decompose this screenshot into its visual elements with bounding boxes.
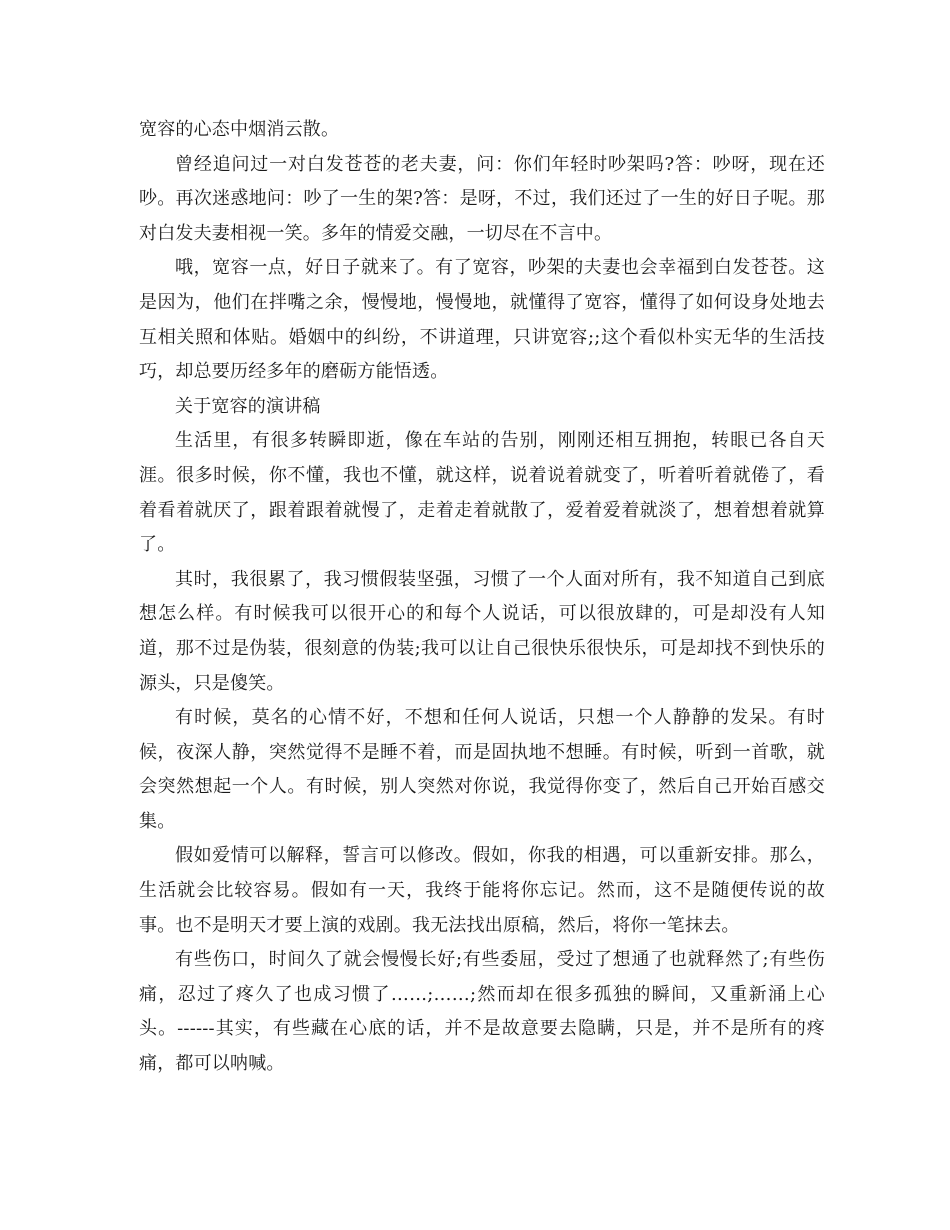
paragraph-9: 有些伤口，时间久了就会慢慢长好;有些委屈，受过了想通了也就释然了;有些伤痛，忍过了疼久了也成习惯了……;……;然而却在很多孤独的瞬间，又重新涌上心头。------其实，有些藏在心底的话，并不是故意要去隐瞒，只是，并不是所有的疼痛，都可以呐喊。 (139, 949, 825, 1075)
paragraph-2: 曾经追问过一对白发苍苍的老夫妻，问：你们年轻时吵架吗?答：吵呀，现在还吵。再次迷惑地问：吵了一生的架?答：是呀，不过，我们还过了一生的好日子呢。那对白发夫妻相视一笑。多年的情爱交融，一切尽在不言中。 (139, 153, 825, 244)
paragraph-1: 宽容的心态中烟消云散。 (139, 119, 340, 140)
paragraph-6: 其时，我很累了，我习惯假装坚强，习惯了一个人面对所有，我不知道自己到底想怎么样。有时候我可以很开心的和每个人说话，可以很放肆的，可是却没有人知道，那不过是伪装，很刻意的伪装;我可以让自己很快乐很快乐，可是却找不到快乐的源头，只是傻笑。 (139, 568, 825, 694)
paragraph-3: 哦，宽容一点，好日子就来了。有了宽容，吵架的夫妻也会幸福到白发苍苍。这是因为，他们在拌嘴之余，慢慢地，慢慢地，就懂得了宽容，懂得了如何设身处地去互相关照和体贴。婚姻中的纠纷，不讲道理，只讲宽容;;这个看似朴实无华的生活技巧，却总要历经多年的磨砺方能悟透。 (139, 257, 825, 383)
section-title: 关于宽容的演讲稿 (175, 395, 321, 417)
document-body (139, 113, 825, 1082)
paragraph-8: 假如爱情可以解释，誓言可以修改。假如，你我的相遇，可以重新安排。那么，生活就会比较容易。假如有一天，我终于能将你忘记。然而，这不是随便传说的故事。也不是明天才要上演的戏剧。我无法找出原稿，然后，将你一笔抹去。 (139, 845, 825, 936)
paragraph-5: 生活里，有很多转瞬即逝，像在车站的告别，刚刚还相互拥抱，转眼已各自天涯。很多时候，你不懂，我也不懂，就这样，说着说着就变了，听着听着就倦了，看着看着就厌了，跟着跟着就慢了，走着走着就散了，爱着爱着就淡了，想着想着就算了。 (139, 430, 825, 556)
paragraph-7: 有时候，莫名的心情不好，不想和任何人说话，只想一个人静静的发呆。有时候，夜深人静，突然觉得不是睡不着，而是固执地不想睡。有时候，听到一首歌，就会突然想起一个人。有时候，别人突然对你说，我觉得你变了，然后自己开始百感交集。 (139, 707, 825, 832)
